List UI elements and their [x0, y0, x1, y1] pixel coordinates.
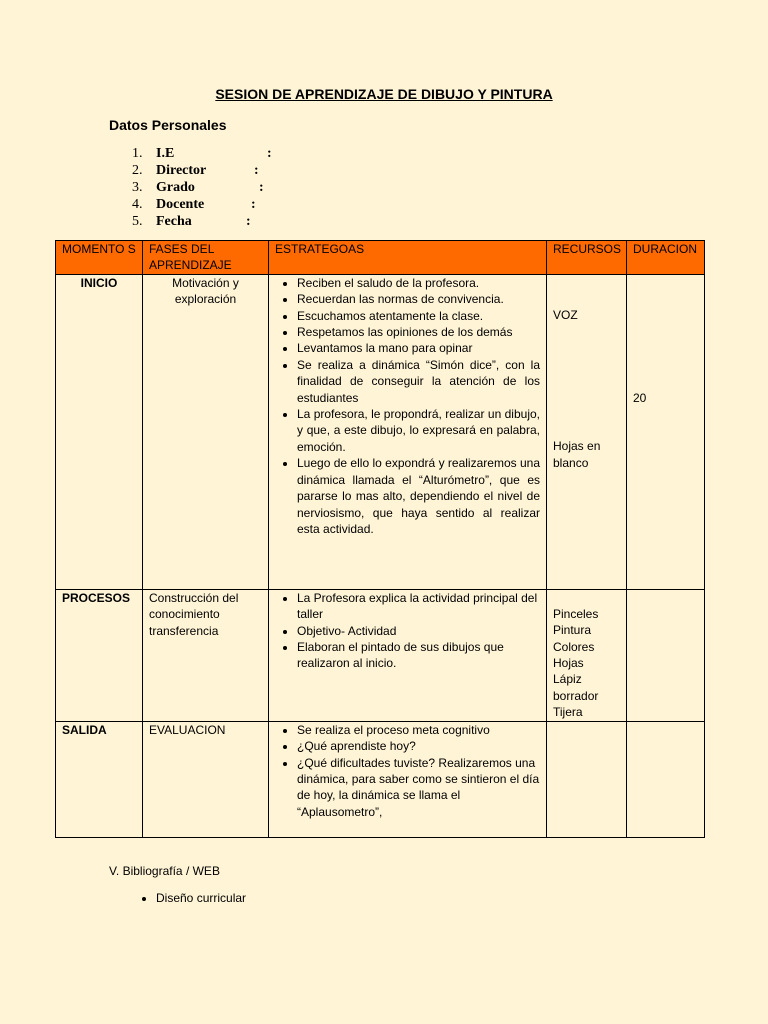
item-label: Docente — [156, 197, 205, 212]
strategy-item: • Se realiza el proceso meta cognitivo — [297, 722, 540, 738]
bibliography-item: • Diseño curricular — [156, 891, 246, 905]
item-colon: : — [251, 197, 256, 212]
recurso-item: Colores — [553, 639, 595, 654]
duracion-cell — [627, 721, 705, 837]
strategy-item: • Luego de ello lo expondrá y realizaremos una dinámica llamada el “Alturómetro”, que es pararse lo mas alto, dependiendo el nivel de nerviosismo, que haya sentido al realizar esta actividad. — [297, 455, 540, 537]
strategy-item: • Respetamos las opiniones de los demás — [297, 324, 540, 340]
strategy-item: • Elaboran el pintado de sus dibujos que realizaron al inicio. — [297, 639, 540, 672]
section-heading-personal-data: Datos Personales — [109, 117, 227, 133]
strategy-item: • ¿Qué aprendiste hoy? — [297, 738, 540, 754]
item-colon: : — [259, 180, 264, 195]
personal-item-grado — [132, 179, 264, 196]
table-row-salida — [56, 721, 705, 837]
header-duracion: DURACION — [627, 241, 705, 275]
recurso-item: Hojas en blanco — [553, 439, 601, 470]
item-number: 1. — [132, 146, 143, 161]
strategies-list — [275, 722, 540, 820]
header-momentos: MOMENTO S — [56, 241, 143, 275]
lesson-plan-table — [55, 240, 705, 838]
recursos-cell — [547, 274, 627, 589]
recurso-item: Pintura — [553, 623, 592, 638]
bibliography-list — [134, 891, 246, 905]
header-estrategias: ESTRATEGOAS — [269, 241, 547, 275]
strategies-list — [275, 590, 540, 672]
fase-cell: EVALUACION — [143, 721, 269, 837]
momento-cell: SALIDA — [56, 721, 143, 837]
recursos-cell — [547, 721, 627, 837]
recurso-item: Hojas — [553, 656, 584, 671]
item-label: Grado — [156, 180, 195, 195]
recurso-item: Lápiz — [553, 672, 582, 687]
strategy-item: • Levantamos la mano para opinar — [297, 340, 540, 356]
item-colon: : — [267, 146, 272, 161]
header-fases: FASES DEL APRENDIZAJE — [143, 241, 269, 275]
fase-cell: Motivación y exploración — [143, 274, 269, 589]
strategy-item: • La profesora, le propondrá, realizar un dibujo, y que, a este dibujo, lo expresará en palabra, emoción. — [297, 406, 540, 455]
strategy-item: • Recuerdan las normas de convivencia. — [297, 291, 540, 307]
strategy-item: • Objetivo- Actividad — [297, 623, 540, 639]
recurso-item: borrador — [553, 688, 599, 703]
momento-cell: PROCESOS — [56, 589, 143, 721]
duracion-cell — [627, 589, 705, 721]
strategy-item: • Se realiza a dinámica “Simón dice”, con la finalidad de conseguir la atención de los estudiantes — [297, 357, 540, 406]
strategy-item: • La Profesora explica la actividad principal del taller — [297, 590, 540, 623]
header-recursos: RECURSOS — [547, 241, 627, 275]
momento-cell: INICIO — [56, 274, 143, 589]
strategy-item: • Reciben el saludo de la profesora. — [297, 275, 540, 291]
item-colon: : — [254, 163, 259, 178]
strategies-cell — [269, 721, 547, 837]
recurso-item: VOZ — [553, 307, 578, 322]
strategies-cell — [269, 589, 547, 721]
personal-item-director — [132, 162, 259, 179]
strategy-item: • ¿Qué dificultades tuviste? Realizaremos una dinámica, para saber como se sintieron el día de hoy, la dinámica se llama el “Aplausometro”, — [297, 755, 540, 821]
fase-cell: Construcción del conocimiento transferencia — [143, 589, 269, 721]
table-header-row — [56, 241, 705, 275]
table-row-inicio — [56, 274, 705, 589]
table-row-procesos — [56, 589, 705, 721]
personal-item-ie — [132, 145, 272, 162]
item-number: 2. — [132, 163, 143, 178]
recurso-item: Tijera — [553, 705, 583, 720]
bibliography-heading: V. Bibliografía / WEB — [109, 864, 220, 878]
recursos-cell — [547, 589, 627, 721]
item-label: I.E — [156, 146, 175, 161]
strategy-item: • Escuchamos atentamente la clase. — [297, 308, 540, 324]
duracion-cell — [627, 274, 705, 589]
item-number: 5. — [132, 214, 143, 229]
personal-item-docente — [132, 196, 256, 213]
item-label: Fecha — [156, 214, 192, 229]
strategies-cell — [269, 274, 547, 589]
duracion-value: 20 — [633, 390, 647, 405]
recurso-item: Pinceles — [553, 606, 599, 621]
document-title: SESION DE APRENDIZAJE DE DIBUJO Y PINTURA — [215, 86, 553, 102]
personal-data-list — [132, 145, 272, 230]
personal-item-fecha — [132, 213, 251, 230]
item-label: Director — [156, 163, 207, 178]
strategies-list — [275, 275, 540, 538]
item-colon: : — [246, 214, 251, 229]
item-number: 3. — [132, 180, 143, 195]
item-number: 4. — [132, 197, 143, 212]
